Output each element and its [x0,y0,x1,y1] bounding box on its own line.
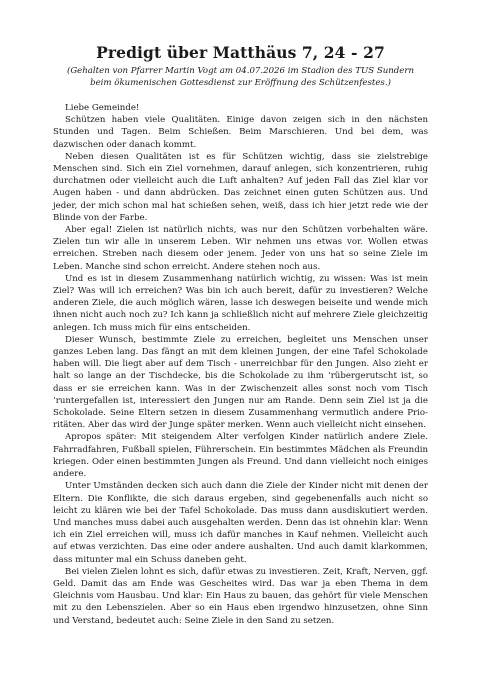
paragraph: Neben diesen Qualitäten ist es für Schützen wichtig, dass sie zielstrebige Menschen sind. Sich ein Ziel vornehmen, darauf anlegen, sich konzentrieren, ruhig durchatmen oder vielleicht auch die Luft anhalten? Auf jeden Fall das Ziel klar vor Augen haben - und dann abdrücken. Das zeichnet einen guten Schützen aus. Und jeder, der mich schon mal hat schießen sehen, weiß, dass ich hier jetzt rede wie der Blinde von der Farbe. [53,151,428,223]
paragraph: Dieser Wunsch, bestimmte Ziele zu erreichen, begleitet uns Menschen unser ganzes Leben lang. Das fängt an mit dem kleinen Jungen, der eine Tafel Schokolade haben will. Die liegt aber auf dem Tisch - unerreichbar für den Jungen. Also zieht er halt so lange an der Tischdecke, bis die Schokolade zu ihm ‘rübergerutscht ist, so dass er sie erreichen kann. Was in der Zwischenzeit alles sonst noch vom Tisch ‘runtergefallen ist, interessiert den Jungen nur am Rande. Denn sein Ziel ist ja die Schokolade. Seine Eltern setzen in diesem Zusammenhang vermutlich andere Prioritäten. Aber das wird der Junge später merken. Wenn auch vielleicht nicht einsehen. [53,334,428,431]
subtitle [53,66,428,89]
paragraph: Unter Umständen decken sich auch dann die Ziele der Kinder nicht mit denen der Eltern. Die Konflikte, die sich daraus ergeben, sind gegebenenfalls auch nicht so leicht zu klären wie bei der Tafel Schokolade. Das muss dann ausdiskutiert werden. Und manches muss dabei auch ausgehalten werden. Denn das ist ohnehin klar: Wenn ich ein Ziel erreichen will, muss ich dafür manches in Kauf nehmen. Vielleicht auch auf etwas verzichten. Das eine oder andere aushalten. Und auch damit klarkommen, dass mitunter mal ein Schuss daneben geht. [53,481,428,565]
subtitle-line-1: (Gehalten von Pfarrer Martin Vogt am 04.07.2026 im Stadion des TUS Sundern [66,66,415,76]
paragraph: Bei vielen Zielen lohnt es sich, dafür etwas zu investieren. Zeit, Kraft, Nerven, ggf. Geld. Damit das am Ende was Gescheites wird. Das war ja eben Thema in dem Gleichnis vom Hausbau. Und klar: Ein Haus zu bauen, das gehört für viele Menschen mit zu den Lebenszielen. Aber so ein Haus eben irgendwo hinzusetzen, ohne Sinn und Verstand, bedeutet auch: Seine Ziele in den Sand zu setzen. [53,566,428,626]
page-title: Predigt über Matthäus 7, 24 - 27 [96,43,385,62]
paragraph: Apropos später: Mit steigendem Alter verfolgen Kinder natürlich andere Ziele. Fahrradfahren, Fußball spielen, Führerschein. Ein bestimmtes Mädchen als Freundin kriegen. Oder einen bestimmten Jungen als Freund. Und dann vielleicht noch einiges andere. [53,432,428,480]
subtitle-line-2: beim ökumenischen Gottesdienst zur Eröffnung des Schützenfestes.) [90,77,391,88]
paragraph: Schützen haben viele Qualitäten. Einige davon zeigen sich in den nächsten Stunden und Tagen. Beim Schießen. Beim Marschieren. Und bei dem, was dazwischen oder danach kommt. [53,115,428,150]
paragraph: Aber egal! Zielen ist natürlich nichts, was nur den Schützen vorbehalten wäre. Zielen tun wir alle in unserem Leben. Wir nehmen uns etwas vor. Wollen etwas erreichen. Streben nach diesem oder jenem. Jeder von uns hat so seine Ziele im Leben. Manche sind schon erreicht. Andere stehen noch aus. [53,225,428,272]
sermon-body [53,102,428,627]
paragraph: Und es ist in diesem Zusammenhang natürlich wichtig, zu wissen: Was ist mein Ziel? Was will ich erreichen? Was bin ich auch bereit, dafür zu investieren? Welche anderen Ziele, die auch möglich wären, lasse ich deswegen beiseite und wende mich ihnen nicht auch noch zu? Ich kann ja schließlich nicht auf mehrere Ziele gleichzeitig anlegen. Ich muss mich für eins entscheiden. [53,273,428,333]
paragraph: Liebe Gemeinde! [65,103,140,113]
